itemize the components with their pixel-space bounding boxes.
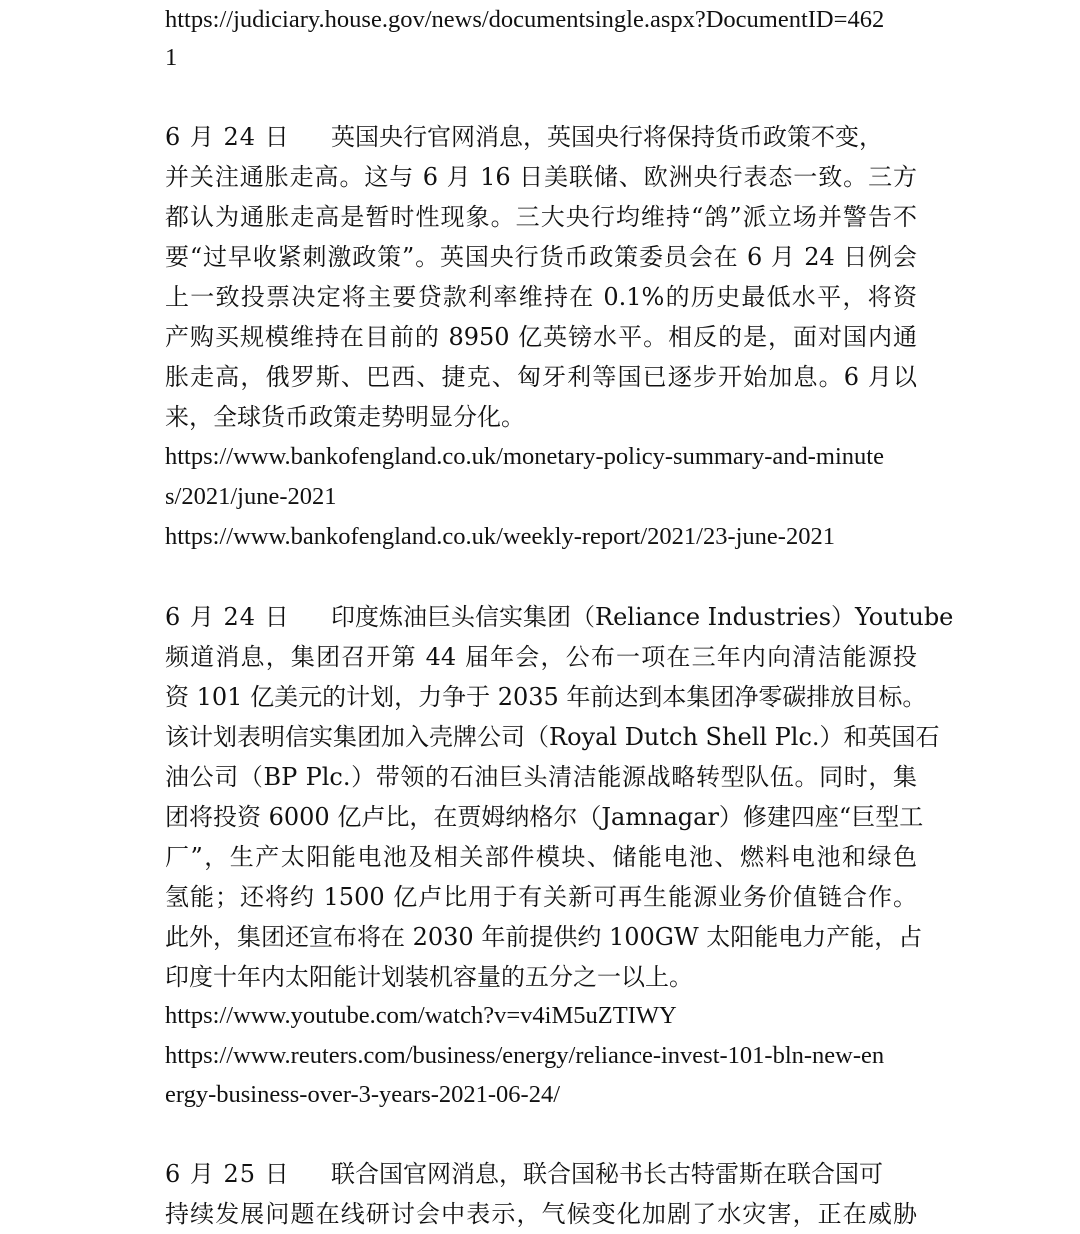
paragraph-line: 都认为通胀走高是暂时性现象。三大央行均维持“鸽”派立场并警告不 xyxy=(165,203,917,231)
paragraph-line: 该计划表明信实集团加入壳牌公司（Royal Dutch Shell Plc.）和英国石 xyxy=(165,723,940,751)
paragraph-line: 持续发展问题在线研讨会中表示，气候变化加剧了水灾害，正在威胁 xyxy=(165,1200,917,1228)
paragraph-line: 油公司（BP Plc.）带领的石油巨头清洁能源战略转型队伍。同时，集 xyxy=(165,763,917,791)
source-url-line[interactable]: https://www.bankofengland.co.uk/weekly-report/2021/23-june-2021 xyxy=(165,523,835,550)
source-url-line[interactable]: https://judiciary.house.gov/news/documentsingle.aspx?DocumentID=462 xyxy=(165,6,885,33)
paragraph-line: 氢能；还将约 1500 亿卢比用于有关新可再生能源业务价值链合作。 xyxy=(165,883,917,911)
entry-text: 印度炼油巨头信实集团（Reliance Industries）Youtube xyxy=(331,603,954,631)
source-url-line[interactable]: https://www.bankofengland.co.uk/monetary-policy-summary-and-minute xyxy=(165,443,884,470)
source-url-line[interactable]: 1 xyxy=(165,44,178,71)
paragraph-line: 上一致投票决定将主要贷款利率维持在 0.1%的历史最低水平，将资 xyxy=(165,283,917,311)
entry-date: 6 月 25 日 xyxy=(165,1160,290,1188)
paragraph-line: 厂”，生产太阳能电池及相关部件模块、储能电池、燃料电池和绿色 xyxy=(165,843,917,871)
paragraph-line: 来，全球货币政策走势明显分化。 xyxy=(165,403,525,431)
paragraph-line: 产购买规模维持在目前的 8950 亿英镑水平。相反的是，面对国内通 xyxy=(165,323,917,351)
entry-text: 英国央行官网消息，英国央行将保持货币政策不变， xyxy=(331,123,883,151)
entry-date: 6 月 24 日 xyxy=(165,123,290,151)
source-url-line[interactable]: https://www.reuters.com/business/energy/reliance-invest-101-bln-new-en xyxy=(165,1042,885,1069)
paragraph-line: 此外，集团还宣布将在 2030 年前提供约 100GW 太阳能电力产能，占 xyxy=(165,923,923,951)
entry-text: 联合国官网消息，联合国秘书长古特雷斯在联合国可 xyxy=(331,1160,883,1188)
paragraph-line: 频道消息，集团召开第 44 届年会，公布一项在三年内向清洁能源投 xyxy=(165,643,917,671)
paragraph-line: 印度十年内太阳能计划装机容量的五分之一以上。 xyxy=(165,963,693,991)
entry-first-line xyxy=(165,597,954,637)
source-url-line[interactable]: ergy-business-over-3-years-2021-06-24/ xyxy=(165,1081,561,1108)
entry-first-line xyxy=(165,117,917,157)
entry-first-line xyxy=(165,1154,917,1194)
paragraph-line: 胀走高，俄罗斯、巴西、捷克、匈牙利等国已逐步开始加息。6 月以 xyxy=(165,363,917,391)
paragraph-line: 资 101 亿美元的计划，力争于 2035 年前达到本集团净零碳排放目标。 xyxy=(165,683,927,711)
entry-date: 6 月 24 日 xyxy=(165,603,290,631)
source-url-line[interactable]: https://www.youtube.com/watch?v=v4iM5uZTIWY xyxy=(165,1002,677,1029)
paragraph-line: 并关注通胀走高。这与 6 月 16 日美联储、欧洲央行表态一致。三方 xyxy=(165,163,917,191)
source-url-line[interactable]: s/2021/june-2021 xyxy=(165,483,337,510)
paragraph-line: 要“过早收紧刺激政策”。英国央行货币政策委员会在 6 月 24 日例会 xyxy=(165,243,917,271)
paragraph-line: 团将投资 6000 亿卢比，在贾姆纳格尔（Jamnagar）修建四座“巨型工 xyxy=(165,803,924,831)
